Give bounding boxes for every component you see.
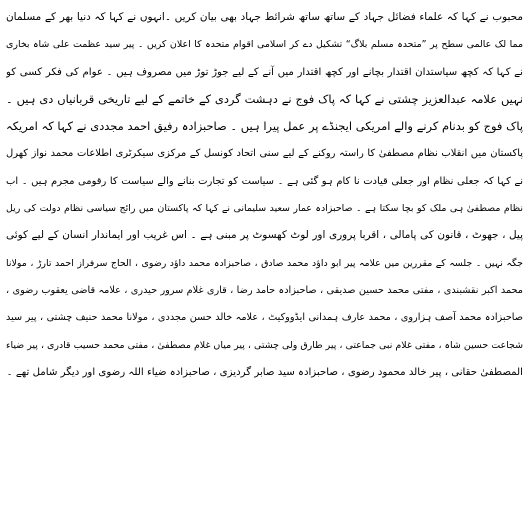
article-line: نہیں علامہ عبدالعزیز چشتی نے کہا کہ پاک فوج نے دہشت گردی کے خاتمے کے لیے تاریخی قربانیاں دی ہیں ۔ — [6, 91, 523, 106]
article-line: شجاعت حسین شاہ ، مفتی غلام نبی جماعتی ، پیر طارق ولی چشتی ، پیر میاں غلام مصطفیٰ ، مفتی محمد حسیب قادری ، پیر ضیاء — [6, 339, 523, 351]
article-line: مما لک عالمی سطح پر ”متحدہ مسلم بلاگ“ تشکیل دے کر اسلامی اقوام متحدہ کا اعلان کریں ۔ پیر سید عظمت علی شاہ بخاری — [6, 39, 523, 51]
article-line: المصطفیٰ حقانی ، پیر خالد محمود رضوی ، صاحبزادہ سید صابر گردیزی ، صاحبزادہ ضیاء اللہ رضوی اور دیگر شامل تھے ۔ — [6, 366, 523, 378]
article-line: محمد اکبر نقشبندی ، مفتی محمد حسین صدیقی ، صاحبزادہ حامد رضا ، قاری غلام سرور حیدری ، علامہ قاضی یعقوب رضوی ، — [6, 284, 523, 296]
article-line: پاکستان میں انقلاب نظام مصطفیٰ کا راستہ روکنے کے لیے سنی اتحاد کونسل کے مرکزی سیکرٹری اطلاعات محمد نواز کھرل — [6, 148, 523, 160]
article-line: جگہ نہیں ۔ جلسہ کے مقررین میں علامہ پیر ابو داؤد محمد صادق ، صاحبزادہ محمد داؤد رضوی ، الحاج سرفراز احمد تارڑ ، مولانا — [6, 257, 523, 269]
article-line: صاحبزادہ محمد آصف ہزاروی ، محمد عارف ہمدانی ایڈووکیٹ ، علامہ خالد حسن مجددی ، مولانا محمد حنیف چشتی ، پیر سید — [6, 312, 523, 324]
article-line: محبوب نے کہا کہ علماء فضائل جہاد کے ساتھ ساتھ شرائط جہاد بھی بیان کریں ۔انہوں نے کہا کہ دنیا بھر کے مسلمان — [6, 11, 523, 23]
article-line: نے کہا کہ کچھ سیاستدان اقتدار بچانے اور کچھ اقتدار میں آنے کے لیے جوڑ توڑ میں مصروف ہیں ۔ عوام کی فکر کسی کو — [6, 66, 523, 78]
article-line: پیل ، جھوٹ ، قانون کی پامالی ، اقربا پروری اور لوٹ کھسوٹ پر مبنی ہے ۔ اس غریب اور ایماندار انسان کے لیے کوئی — [6, 229, 523, 242]
article-line: پاک فوج کو بدنام کرنے والے امریکی ایجنڈے پر عمل پیرا ہیں ۔ صاحبزادہ رفیق احمد مجددی نے کہا کہ امریکہ — [6, 119, 523, 134]
article-line: نظام مصطفیٰ ہی ملک کو بچا سکتا ہے ۔ صاحبزادہ عمار سعید سلیمانی نے کہا کہ پاکستان میں رائج سیاسی نظام دولت کی ریل — [6, 203, 523, 215]
article-text — [6, 4, 523, 386]
article-line: نے کہا کہ جعلی نظام اور جعلی قیادت نا کام ہو گئی ہے ۔ سیاست کو تجارت بنانے والے سیاست کا رقومی مجرم ہیں ۔ اب — [6, 175, 523, 187]
